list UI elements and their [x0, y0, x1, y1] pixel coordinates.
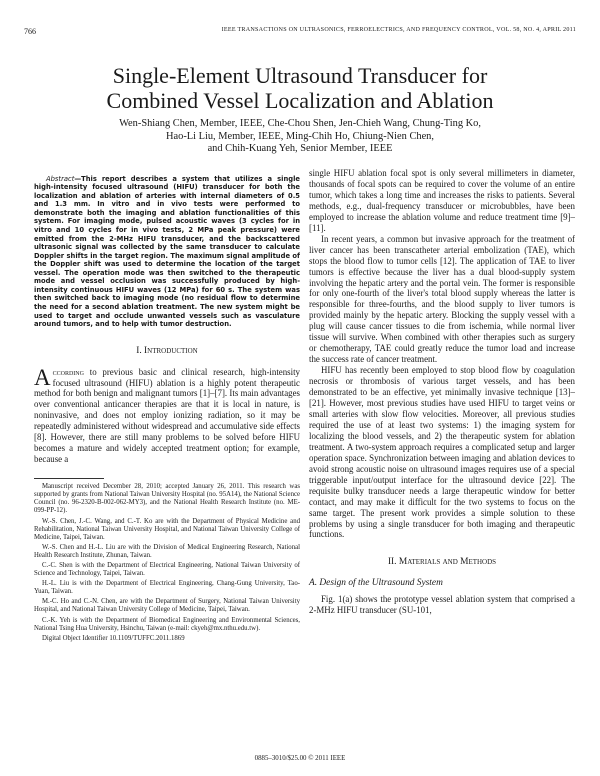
journal-header: IEEE TRANSACTIONS ON ULTRASONICS, FERROELECTRICS, AND FREQUENCY CONTROL, VOL. 58, NO. 4, APRIL 2011 [221, 27, 576, 33]
abstract-label: Abstract [46, 174, 75, 183]
body-paragraph: single HIFU ablation focal spot is only several millimeters in diameter, thousands of focal spots can be required to cover the volume of an entire tumor, which takes a long time and increases the risks to patients. Several methods, e.g., dual-frequency transducer or microbubbles, have been employed to increase the ablation volume and reduce treatment time [9]–[11]. [309, 168, 575, 233]
intro-text: to previous basic and clinical research, high-intensity focused ultrasound (HIFU) ablation is a highly potent therapeutic method for both benign and malignant tumors [1]–[7]. Its main advantages over conventional anticancer therapies are that it is local in nature, is noninvasive, and does not employ ionizing radiation, so it may be repeatedly administered without widespread and accumulative side effects [8]. However, there are still many problems to be solved before HIFU becomes a mature and widely accepted treatment option; for example, because a [34, 366, 300, 465]
copyright-line: 0885–3010/$25.00 © 2011 IEEE [254, 755, 346, 762]
title-line-2: Combined Vessel Localization and Ablation [106, 88, 494, 113]
page-number: 766 [24, 27, 36, 36]
right-column [309, 168, 575, 616]
footnote: M.-C. Ho and C.-N. Chen, are with the Department of Surgery, National Taiwan University Hospital, and National Taiwan University College of Medicine, Taipei, Taiwan. [34, 598, 300, 614]
running-header [24, 27, 576, 39]
abstract [34, 175, 300, 329]
section-heading-introduction: I. Introduction [136, 345, 198, 356]
footnote-rule [34, 478, 104, 479]
footnote: Digital Object Identifier 10.1109/TUFFC.2011.1869 [42, 634, 185, 642]
footnote: C.-K. Yeh is with the Department of Biomedical Engineering and Environmental Sciences, National Tsing Hua University, Hsinchu, Taiwan (e-mail: ckyeh@mx.nthu.edu.tw). [34, 616, 300, 632]
body-paragraph: HIFU has recently been employed to stop blood flow by coagulation necrosis or thrombosis of various target vessels, and has been demonstrated to be an effective, yet minimally invasive technique [13]–[21]. However, most previous studies have used HIFU to target veins or small arteries with slow flow velocities. Moreover, all previous studies required the use of at least two systems: 1) the imaging system for localizing the blood vessels, and 2) the therapeutic system for ablation treatment. A two-system approach requires a complicated setup and larger operation space. Synchronization between imaging and ablation devices to avoid strong acoustic noise on ultrasound images requires use of a special triggerable input/output interface for the ultrasound device [22]. The requisite bulky transducer needs a large therapeutic window for better contact, and may make it difficult for the two systems to focus on the same target. The present work provides a simple solution to these problems by using a single transducer for both imaging and therapeutic functions. [309, 365, 575, 540]
authors-line-2: Hao-Li Liu, Member, IEEE, Ming-Chih Ho, Chiung-Nien Chen, [166, 130, 434, 142]
footnotes [34, 483, 300, 643]
footnote: Manuscript received December 28, 2010; accepted January 26, 2011. This research was supported by grants from National Taiwan University Hospital (no. 95A14), the National Science Council (no. 96-2320-B-002-062-MY3), and the National Health Research Institute (no. ME-099-PP-12). [34, 483, 300, 515]
authors-line-1: Wen-Shiang Chen, Member, IEEE, Che-Chou Shen, Jen-Chieh Wang, Chung-Ting Ko, [119, 118, 481, 129]
drop-cap: A [34, 364, 51, 390]
body-paragraph: Fig. 1(a) shows the prototype vessel ablation system that comprised a 2-MHz HIFU transducer (SU-101, [309, 594, 575, 616]
footnote: W.-S. Chen and H.-L. Liu are with the Division of Medical Engineering Research, National Health Research Institute, Zhunan, Taiwan. [34, 543, 300, 559]
intro-smallcaps: ccording [52, 366, 84, 377]
author-list [0, 118, 600, 156]
subsection-heading: A. Design of the Ultrasound System [309, 578, 443, 589]
footnote: W.-S. Chen, J.-C. Wang, and C.-T. Ko are with the Department of Physical Medicine and Rehabilitation, National Taiwan University Hospital, and National Taiwan University College of Medicine, Taipei, Taiwan. [34, 517, 300, 541]
left-column [34, 168, 300, 645]
footnote: C.-C. Shen is with the Department of Electrical Engineering, National Taiwan University of Science and Technology, Taipei, Taiwan. [34, 561, 300, 578]
section-heading-methods: II. Materials and Methods [387, 557, 497, 568]
abstract-text: —This report describes a system that utilizes a single high-intensity focused ultrasound (HIFU) transducer for both the localization and ablation of arteries with internal diameters of 0.5 and 1.3 mm. In vitro and in vivo tests were performed to demonstrate both the imaging and ablation functionalities of this system. For imaging mode, pulsed acoustic waves (3 cycles for in vitro and 10 cycles for in vivo tests, 2 MPa peak pressure) were emitted from the 2-MHz HIFU transducer, and the backscattered ultrasonic signal was collected by the same transducer to calculate Doppler shifts in the target region. The maximum signal amplitude of the Doppler shift was used to determine the location of the target vessel. The operation mode was then switched to the therapeutic mode and vessel occlusion was successfully produced by high-intensity continuous HIFU waves (12 MPa) for 60 s. The system was then switched back to imaging mode (no residual flow to determine the need for a second ablation treatment. The new system might be used to target and occlude unwanted vessels such as vasculature around tumors, and to help with tumor destruction. [34, 174, 300, 329]
footnote: H.-L. Liu is with the Department of Electrical Engineering, Chang-Gung University, Tao-Yuan, Taiwan. [34, 580, 300, 596]
title-line-1: Single-Element Ultrasound Transducer for [112, 63, 488, 88]
intro-paragraph [34, 364, 300, 466]
body-paragraph: In recent years, a common but invasive approach for the treatment of liver cancer has been transcatheter arterial embolization (TAE), which stops the blood flow to tumor cells [12]. The application of TAE to liver tumors is effective because the liver has a dual blood-supply system involving the hepatic artery and the portal vein. The former is responsible for only one-fourth of the liver's total blood supply whereas the latter is responsible for three-fourths, and the blood supply to liver tumors is provided mainly by the hepatic artery. Blocking the supply vessel with a plug will cause cancer tissues to die from ischemia, while normal liver tissue will survive. When combined with other therapies such as surgery or chemotherapy, TAE could greatly reduce the tumor load and increase the success rate of cancer treatment. [309, 233, 575, 365]
authors-line-3: and Chih-Kuang Yeh, Senior Member, IEEE [207, 143, 393, 155]
paper-title [0, 63, 600, 113]
